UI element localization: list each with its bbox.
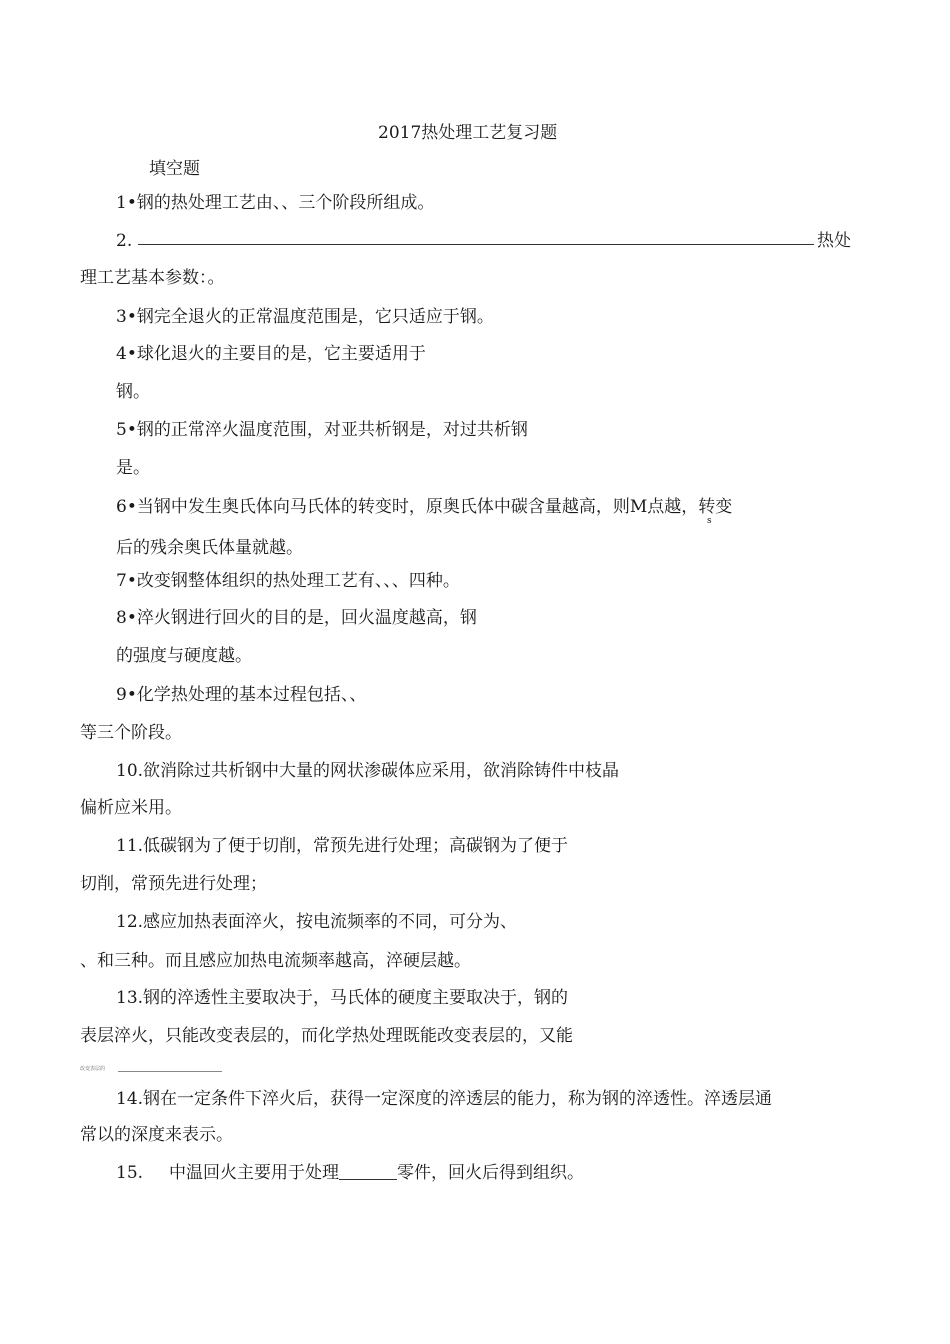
question-15 xyxy=(116,1162,584,1184)
question-7: 7•改变钢整体组织的热处理工艺有、、、四种。 xyxy=(116,571,460,591)
question-14-continued: 常以的深度来表示。 xyxy=(80,1125,233,1145)
footnote-blank xyxy=(118,1071,222,1072)
question-6-continued: 后的残余奥氏体量就越。 xyxy=(116,538,303,558)
question-15-text-b: 零件，回火后得到组织。 xyxy=(397,1163,585,1183)
question-4: 4•球化退火的主要目的是，它主要适用于 xyxy=(116,344,426,364)
question-9: 9•化学热处理的基本过程包括、、 xyxy=(116,685,367,705)
question-8: 8•淬火钢进行回火的目的是，回火温度越高，钢 xyxy=(116,608,477,628)
question-6: 6•当钢中发生奥氏体向马氏体的转变时，原奥氏体中碳含量越高，则M点越，转变 xyxy=(116,497,733,517)
question-15-blank xyxy=(339,1163,397,1180)
question-5: 5•钢的正常淬火温度范围，对亚共析钢是，对过共析钢 xyxy=(116,420,528,440)
page-title: 2017热处理工艺复习题 xyxy=(378,123,558,143)
question-12: 12.感应加热表面淬火，按电流频率的不同，可分为、 xyxy=(116,912,518,932)
question-11-continued: 切削，常预先进行处理； xyxy=(80,874,267,894)
question-10-continued: 偏析应米用。 xyxy=(80,798,182,818)
question-2-number: 2. xyxy=(116,231,133,251)
question-5-continued: 是。 xyxy=(116,458,150,478)
question-13: 13.钢的淬透性主要取决于，马氏体的硬度主要取决于，钢的 xyxy=(116,988,569,1008)
question-2-blank xyxy=(138,244,814,245)
question-8-continued: 的强度与硬度越。 xyxy=(116,646,252,666)
question-11: 11.低碳钢为了便于切削，常预先进行处理；高碳钢为了便于 xyxy=(116,836,569,856)
question-2-continued: 理工艺基本参数：。 xyxy=(80,268,225,288)
question-9-continued: 等三个阶段。 xyxy=(80,723,182,743)
question-12-continued: 、和三种。而且感应加热电流频率越高，淬硬层越。 xyxy=(80,951,471,971)
question-13-continued: 表层淬火，只能改变表层的，而化学热处理既能改变表层的，又能 xyxy=(80,1026,573,1046)
question-3: 3•钢完全退火的正常温度范围是，它只适应于钢。 xyxy=(116,307,494,327)
question-6-subscript: s xyxy=(707,516,712,526)
question-4-continued: 钢。 xyxy=(116,382,150,402)
question-2-tail: 热处 xyxy=(817,231,851,251)
section-heading: 填空题 xyxy=(149,159,200,179)
question-15-number: 15. xyxy=(116,1163,144,1183)
question-10: 10.欲消除过共析钢中大量的网状渗碳体应采用，欲消除铸件中枝晶 xyxy=(116,761,620,781)
question-1: 1•钢的热处理工艺由、、三个阶段所组成。 xyxy=(116,193,435,213)
footnote-text: 改变表层的 xyxy=(80,1066,106,1072)
question-14: 14.钢在一定条件下淬火后，获得一定深度的淬透层的能力，称为钢的淬透性。淬透层通 xyxy=(116,1089,773,1109)
question-15-text-a: 中温回火主要用于处理 xyxy=(169,1163,340,1183)
